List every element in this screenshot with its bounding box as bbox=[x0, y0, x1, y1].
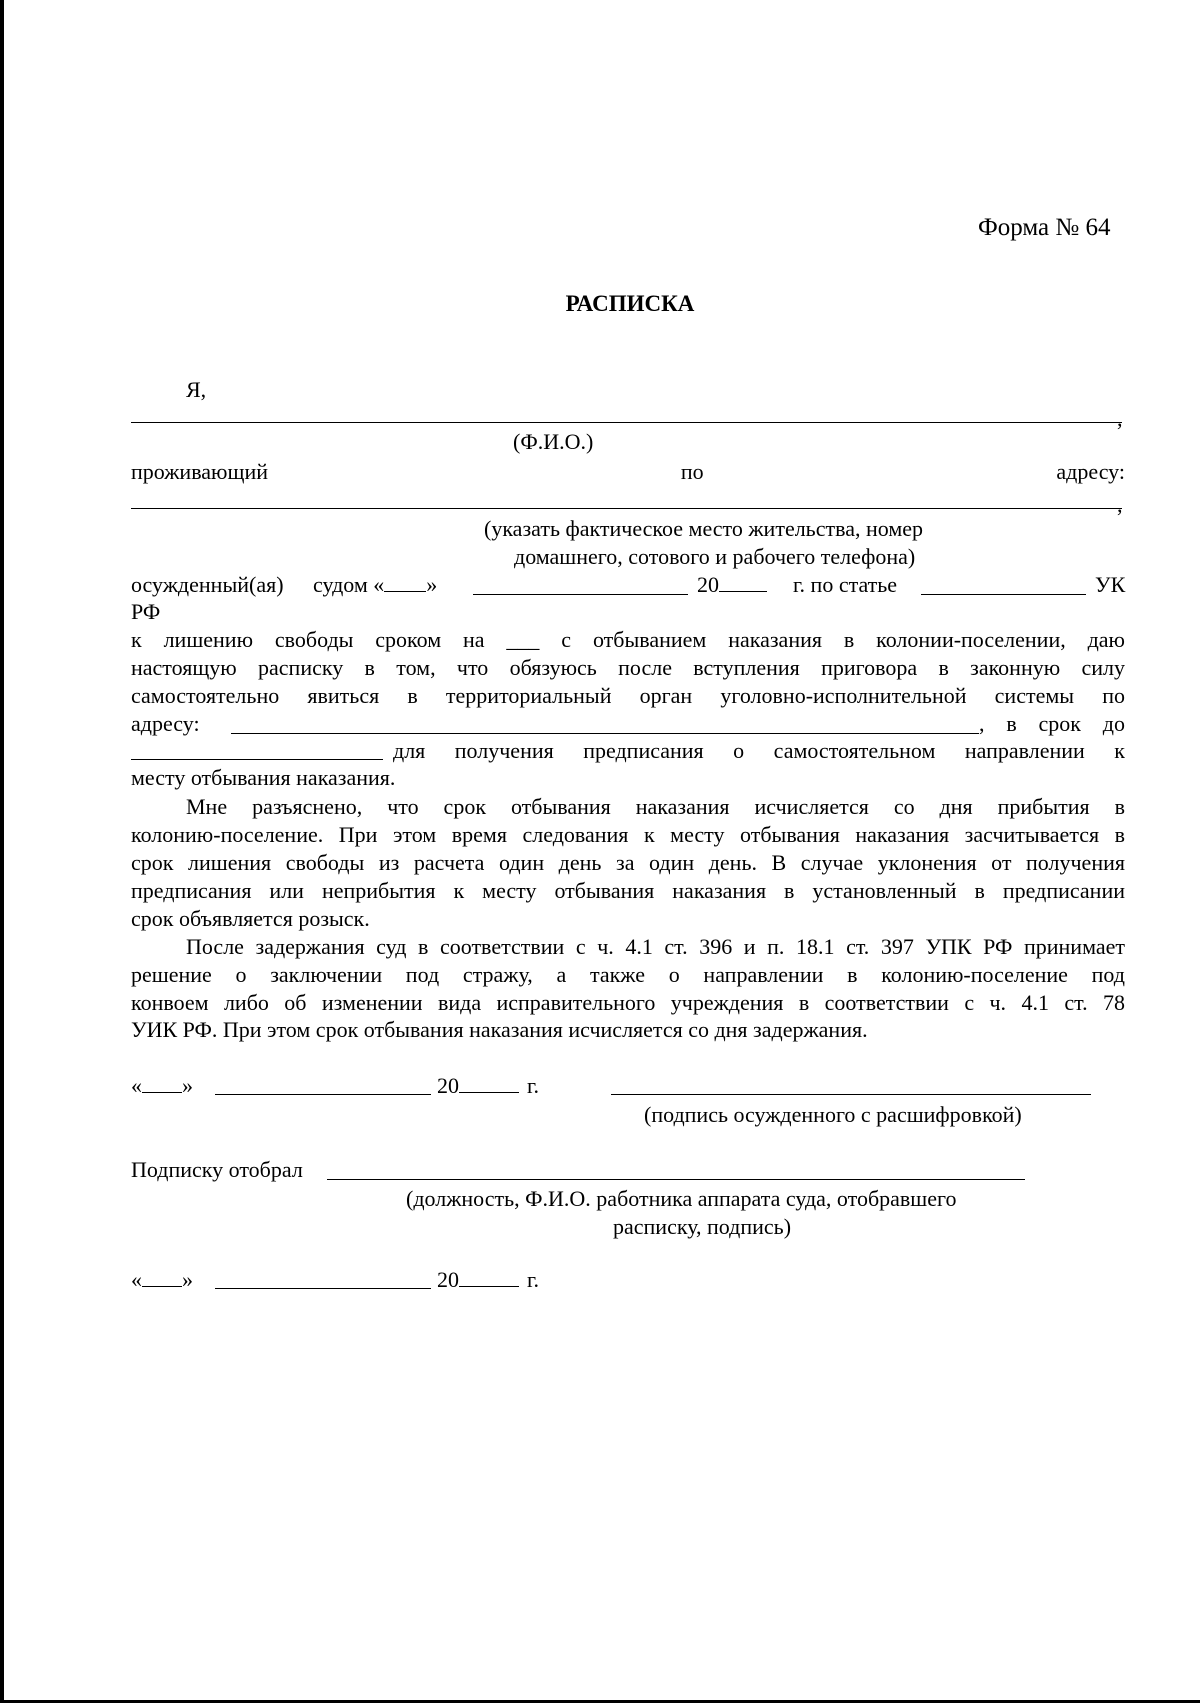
para3-last: УИК РФ. При этом срок отбывания наказания исчисляется со дня задержания. bbox=[131, 1017, 868, 1042]
month-line bbox=[473, 594, 688, 595]
taken-by-label: Подписку отобрал bbox=[131, 1157, 303, 1182]
date-day-blank bbox=[142, 1074, 182, 1093]
signature-line bbox=[611, 1094, 1091, 1095]
code-label: УК bbox=[1095, 572, 1126, 597]
signature-year bbox=[437, 1072, 519, 1100]
para3-line: конвоем либо об изменении вида исправительного учреждения в соответствии с ч. 4.1 ст. 78 bbox=[131, 990, 1125, 1015]
signature-date bbox=[131, 1072, 193, 1100]
address-caption-2: домашнего, сотового и рабочего телефона) bbox=[514, 544, 916, 569]
para2-line: срок лишения свободы из расчета один день за один день. В случае уклонения от получения bbox=[131, 850, 1125, 875]
date-open-quote: « bbox=[131, 1073, 142, 1098]
body-line: настоящую расписку в том, что обязуюсь после вступления приговора в законную силу bbox=[131, 655, 1125, 680]
intro-text: Я, bbox=[186, 377, 207, 402]
code-cont: РФ bbox=[131, 599, 161, 624]
document-title: РАСПИСКА bbox=[565, 291, 695, 316]
date-year-blank bbox=[459, 1074, 519, 1093]
para2-line: Мне разъяснено, что срок отбывания наказания исчисляется со дня прибытия в bbox=[186, 794, 1125, 819]
final-month-line bbox=[215, 1288, 431, 1289]
address-comma: , bbox=[1117, 492, 1123, 517]
para3-line: После задержания суд в соответствии с ч. 4.1 ст. 396 и п. 18.1 ст. 397 УПК РФ принимает bbox=[186, 934, 1125, 959]
final-year-suffix: г. bbox=[527, 1267, 540, 1292]
fio-comma: , bbox=[1117, 406, 1123, 431]
court-label bbox=[313, 571, 437, 599]
para3-line: решение о заключении под стражу, а также о направлении в колонию-поселение под bbox=[131, 962, 1125, 987]
article-line bbox=[921, 594, 1086, 595]
final-year-blank bbox=[459, 1268, 519, 1287]
uis-address-line bbox=[231, 733, 979, 734]
place-text: месту отбывания наказания. bbox=[131, 765, 396, 790]
taken-by-caption-2: расписку, подпись) bbox=[613, 1214, 792, 1239]
final-year bbox=[437, 1266, 519, 1294]
body-line: самостоятельно явиться в территориальный орган уголовно-исполнительной системы по bbox=[131, 683, 1125, 708]
court-text: судом « bbox=[313, 572, 385, 597]
address-line bbox=[131, 508, 1122, 509]
date-month-line bbox=[215, 1094, 431, 1095]
taken-by-caption-1: (должность, Ф.И.О. работника аппарата суда, отобравшего bbox=[406, 1186, 957, 1211]
address-row bbox=[131, 458, 1125, 486]
deadline-text: , в срок до bbox=[979, 711, 1125, 736]
prescription-text: для получения предписания о самостоятельном направлении к bbox=[393, 738, 1125, 763]
signature-caption: (подпись осужденного с расшифровкой) bbox=[644, 1102, 1022, 1127]
day-blank bbox=[384, 573, 426, 592]
address-line-label: адресу: bbox=[131, 711, 200, 736]
conviction-year bbox=[697, 571, 767, 599]
final-date bbox=[131, 1266, 193, 1294]
final-open-quote: « bbox=[131, 1267, 142, 1292]
article-label: г. по статье bbox=[793, 572, 898, 597]
year-prefix: 20 bbox=[697, 572, 719, 597]
court-close-quote: » bbox=[426, 572, 438, 597]
body-line: к лишению свободы сроком на ___ с отбыванием наказания в колонии-поселении, даю bbox=[131, 627, 1125, 652]
para2-line: колонию-поселение. При этом время следования к месту отбывания наказания засчитывается в bbox=[131, 822, 1125, 847]
date-close-quote: » bbox=[182, 1073, 193, 1098]
taken-by-line bbox=[327, 1179, 1025, 1180]
address-label-right: адресу: bbox=[1056, 459, 1125, 484]
para2-last: срок объявляется розыск. bbox=[131, 906, 370, 931]
fio-caption: (Ф.И.О.) bbox=[513, 429, 594, 454]
date-year-suffix: г. bbox=[527, 1073, 540, 1098]
address-label-middle: по bbox=[680, 459, 704, 484]
address-label-left: проживающий bbox=[131, 459, 268, 484]
deadline-line bbox=[131, 759, 383, 760]
form-number: Форма № 64 bbox=[978, 214, 1111, 241]
address-caption-1: (указать фактическое место жительства, номер bbox=[484, 516, 924, 541]
final-day-blank bbox=[142, 1268, 182, 1287]
fio-line bbox=[131, 422, 1122, 423]
final-close-quote: » bbox=[182, 1267, 193, 1292]
year-blank bbox=[719, 573, 767, 592]
para2-line: предписания или неприбытия к месту отбывания наказания в установленный в предписании bbox=[131, 878, 1125, 903]
date-year-prefix: 20 bbox=[437, 1073, 459, 1098]
final-year-prefix: 20 bbox=[437, 1267, 459, 1292]
deadline-label bbox=[979, 710, 1125, 738]
convicted-label: осужденный(ая) bbox=[131, 572, 284, 597]
